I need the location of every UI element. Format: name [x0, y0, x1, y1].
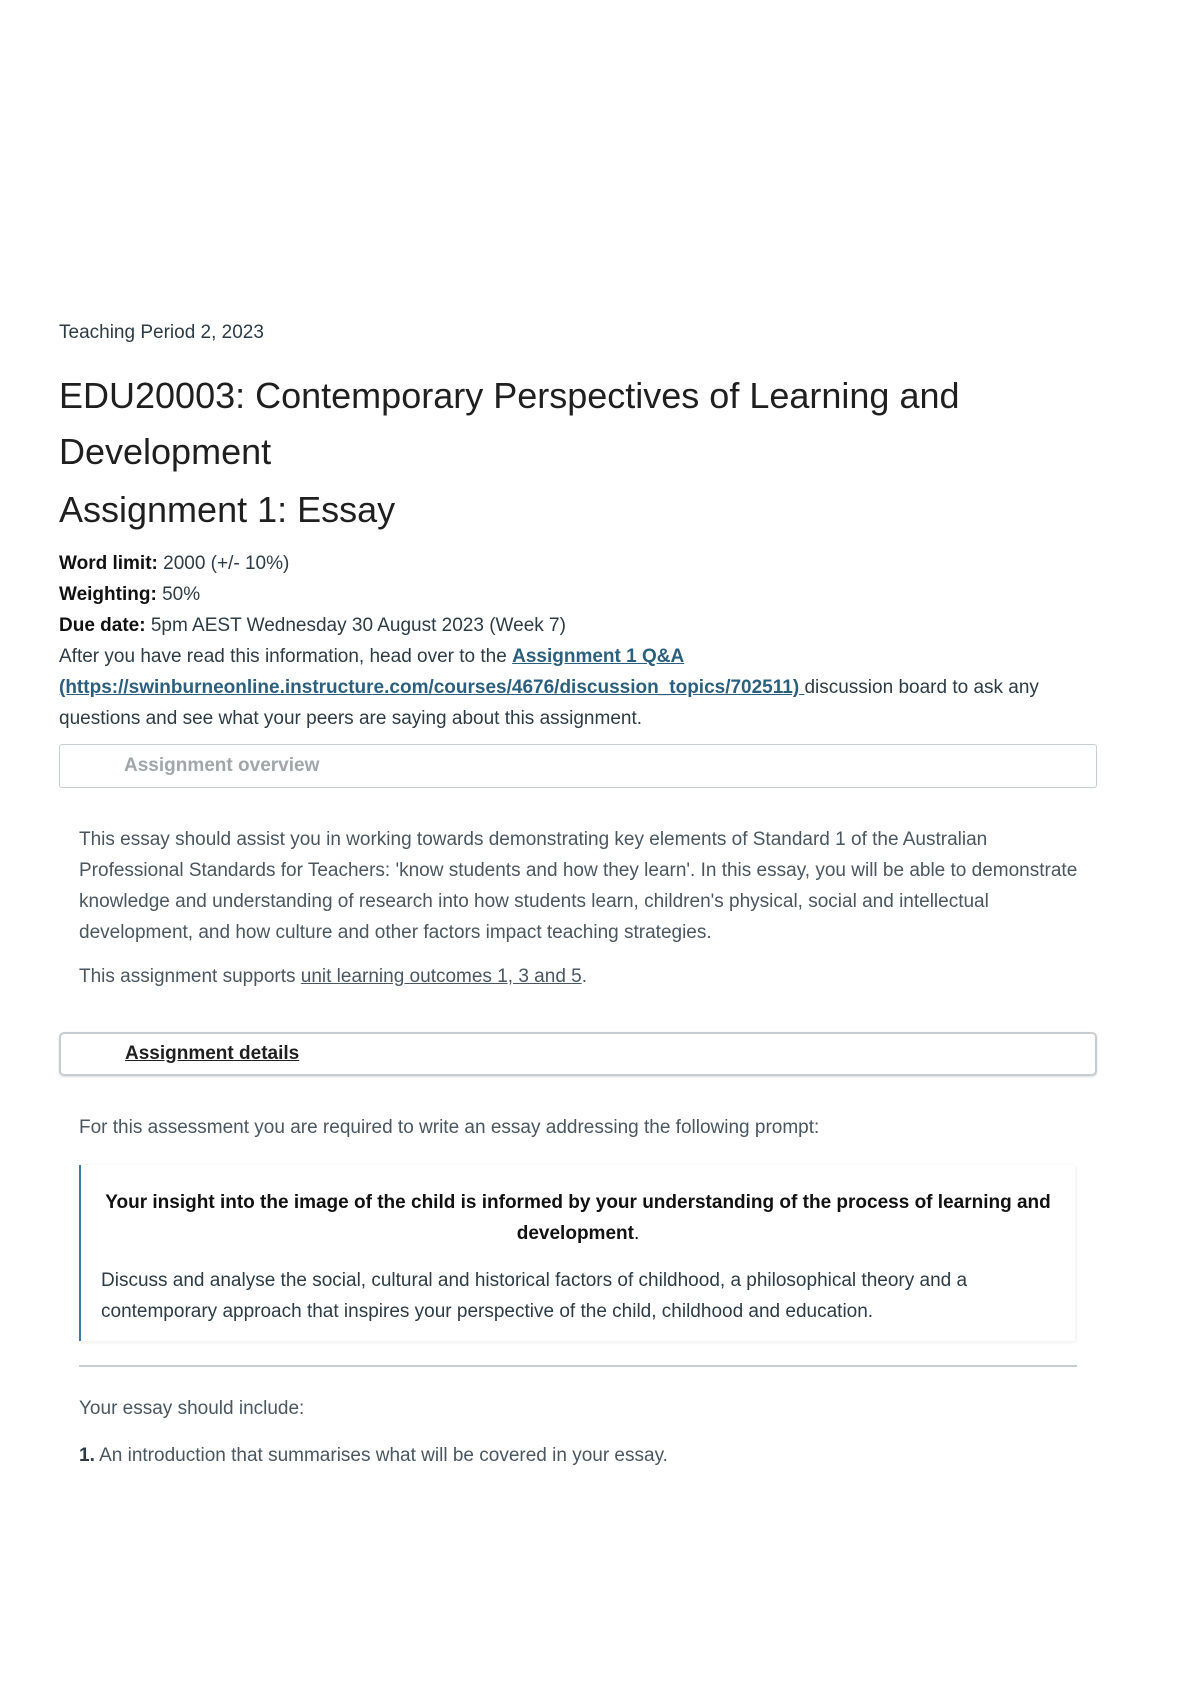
intro-paragraph — [59, 641, 1099, 734]
supports-suffix: . — [581, 966, 588, 987]
weighting-value: 50% — [156, 584, 201, 605]
include-item-1 — [79, 1440, 1079, 1471]
item1-text: An introduction that summarises what will be covered in your essay. — [94, 1445, 668, 1466]
prompt-text: Discuss and analyse the social, cultural and historical factors of childhood, a philosophical theory and a contemporary approach that inspires your perspective of the child, childhood and education. — [101, 1270, 968, 1322]
prompt-bold — [101, 1187, 1055, 1249]
supports-outcomes — [79, 961, 1079, 992]
details-header-label: Assignment details — [125, 1043, 300, 1064]
include-lead: Your essay should include: — [79, 1398, 305, 1419]
course-title — [59, 368, 1099, 480]
prompt-bold-text: Your insight into the image of the child is informed by your understanding of the process of learning and development — [105, 1192, 1051, 1244]
assignment-page — [59, 320, 1099, 1471]
supports-prefix: This assignment supports — [79, 966, 301, 987]
weighting-label: Weighting: — [59, 584, 157, 605]
teaching-period: Teaching Period 2, 2023 — [59, 322, 264, 343]
essay-prompt-box — [79, 1165, 1075, 1341]
due-date — [59, 610, 1099, 641]
overview-paragraph: This essay should assist you in working towards demonstrating key elements of Standard 1 of the Australian Professional Standards for Teachers: 'know students and how they learn'. In this essay, you will be able to demonstrate knowledge and understanding of research into how students learn, children's physical, social and intellectual development, and how culture and other factors impact teaching strategies. — [79, 829, 1078, 943]
details-accordion-header[interactable] — [59, 1032, 1097, 1076]
qa-link-url: (https://swinburneonline.instructure.com/courses/4676/discussion_topics/702511) — [59, 677, 805, 698]
word-limit-label: Word limit: — [59, 553, 158, 574]
course-title-line2: Development — [59, 431, 272, 472]
weighting — [59, 579, 1099, 610]
course-title-line1: EDU20003: Contemporary Perspectives of Learning and — [59, 375, 960, 416]
word-limit — [59, 548, 1099, 579]
due-date-value: 5pm AEST Wednesday 30 August 2023 (Week 7) — [145, 615, 566, 636]
overview-section — [59, 824, 1099, 992]
assignment-title: Assignment 1: Essay — [59, 489, 396, 530]
word-limit-value: 2000 (+/- 10%) — [157, 553, 290, 574]
intro-after-link: discussion board to ask any questions and see what your peers are saying about this assignment. — [59, 677, 1039, 729]
intro-before-link: After you have read this information, head over to the — [59, 646, 513, 667]
overview-header-label: Assignment overview — [124, 755, 320, 776]
prompt-bold-suffix: . — [633, 1223, 640, 1244]
details-lead — [59, 1112, 1099, 1143]
qa-link-text: Assignment 1 Q&A — [512, 646, 685, 667]
section-divider — [79, 1365, 1077, 1367]
due-date-label: Due date: — [59, 615, 146, 636]
overview-accordion-header[interactable] — [59, 744, 1097, 788]
details-lead-text: For this assessment you are required to write an essay addressing the following prompt: — [79, 1117, 820, 1138]
learning-outcomes-link[interactable]: unit learning outcomes 1, 3 and 5 — [300, 966, 582, 987]
item1-number: 1. — [79, 1445, 95, 1466]
include-section — [59, 1393, 1099, 1471]
